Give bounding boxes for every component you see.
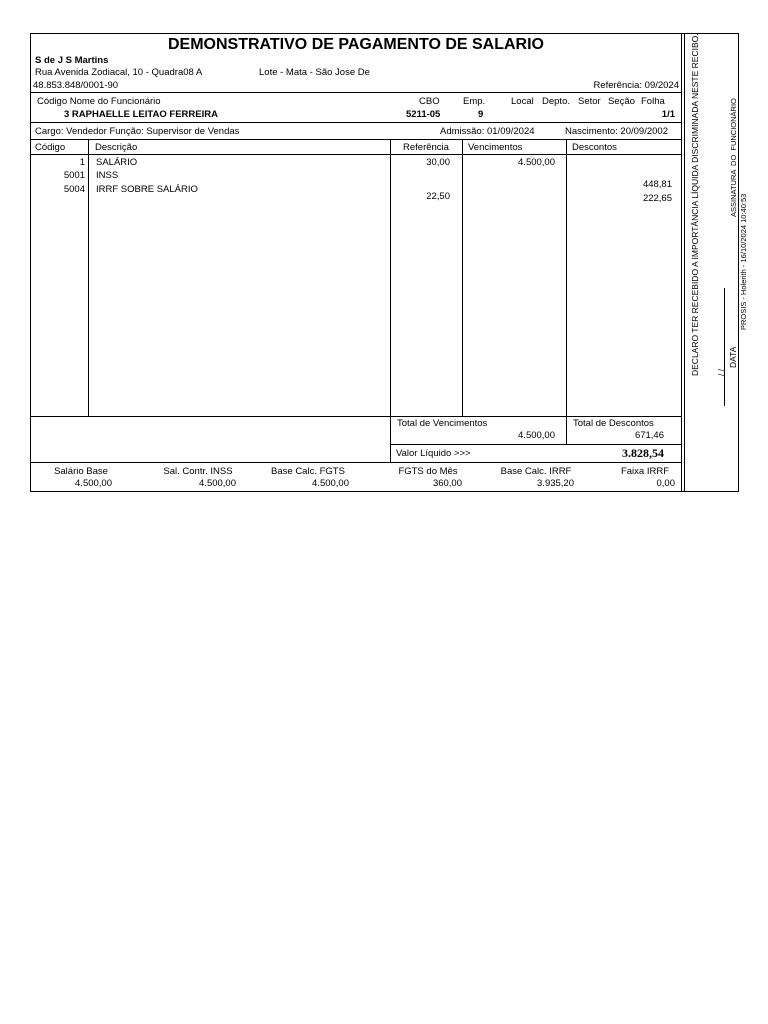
hline-2 [30, 122, 682, 123]
company-address: Rua Avenida Zodiacal, 10 - Quadra08 A [35, 67, 203, 78]
row-3-code: 5004 [63, 184, 85, 195]
total-descontos-label: Total de Descontos [573, 418, 654, 429]
hline-3 [30, 139, 682, 140]
total-vencimentos-label: Total de Vencimentos [397, 418, 488, 429]
row-2-code: 5001 [63, 170, 85, 181]
row-3-reference: 22,50 [426, 191, 450, 202]
footer-value-sal-contr-inss: 4.500,00 [199, 478, 236, 489]
label-depto: Depto. [542, 96, 570, 107]
footer-label-base-calc-fgts: Base Calc. FGTS [271, 466, 345, 477]
label-setor: Setor [578, 96, 601, 107]
vline-vencimentos [566, 139, 567, 445]
footer-value-faixa-irrf: 0,00 [656, 478, 675, 489]
footer-label-faixa-irrf: Faixa IRRF [620, 466, 670, 477]
row-1-description: SALÁRIO [96, 157, 138, 168]
row-2-description: INSS [96, 170, 119, 181]
frame-left [30, 33, 31, 492]
col-header-codigo: Código [35, 142, 66, 153]
company-cnpj: 48.853.848/0001-90 [33, 80, 119, 91]
total-descontos-value: 671,46 [634, 430, 664, 441]
row-1-code: 1 [79, 157, 85, 168]
frame-bottom [30, 491, 739, 492]
hline-4 [30, 154, 682, 155]
label-cbo: CBO [419, 96, 440, 107]
receipt-declaration: DECLARO TER RECEBIDO A IMPORTÂNCIA LÍQUIDA DISCRIMINADA NESTE RECIBO. [690, 33, 700, 376]
col-header-descontos: Descontos [572, 142, 617, 153]
vline-codigo [88, 139, 89, 417]
label-local: Local [511, 96, 534, 107]
frame-top [30, 33, 739, 34]
total-vencimentos-value: 4.500,00 [518, 430, 555, 441]
vline-descricao [390, 139, 391, 462]
footer-label-sal-contr-inss: Sal. Contr. INSS [163, 466, 233, 477]
footer-label-salario-base: Salário Base [54, 466, 108, 477]
company-name: S de J S Martins [35, 55, 109, 66]
label-folha: Folha [641, 96, 665, 107]
hline-6 [390, 444, 682, 445]
employee-emp: 9 [478, 109, 484, 120]
employee-folha: 1/1 [661, 109, 675, 120]
row-3-desconto: 222,65 [642, 193, 672, 204]
row-2-desconto: 448,81 [642, 179, 672, 190]
footer-label-base-calc-irrf: Base Calc. IRRF [500, 466, 572, 477]
date-slashes: / / [716, 368, 726, 376]
liquido-value: 3.828,54 [622, 446, 664, 460]
employee-nascimento: Nascimento: 20/09/2002 [565, 126, 668, 137]
footer-value-base-calc-irrf: 3.935,20 [537, 478, 574, 489]
footer-value-base-calc-fgts: 4.500,00 [312, 478, 349, 489]
hline-1 [30, 92, 682, 93]
col-header-descricao: Descrição [95, 142, 138, 153]
vline-referencia [462, 139, 463, 417]
company-address-2: Lote - Mata - São Jose De [259, 67, 370, 78]
system-stamp: PROSIS - Holerith - 16/10/2024 10:40:53 [739, 193, 748, 330]
page-title: DEMONSTRATIVO DE PAGAMENTO DE SALARIO [167, 36, 544, 53]
liquido-label: Valor Líquido >>> [396, 448, 471, 459]
employee-cargo: Cargo: Vendedor Função: Supervisor de Vendas [35, 126, 240, 137]
label-secao: Seção [608, 96, 635, 107]
signature-label: ASSINATURA DO FUNCIONÁRIO [729, 98, 738, 217]
footer-value-fgts-mes: 360,00 [432, 478, 462, 489]
col-header-vencimentos: Vencimentos [468, 142, 523, 153]
date-line [724, 288, 725, 406]
row-1-vencimento: 4.500,00 [518, 157, 555, 168]
row-1-reference: 30,00 [426, 157, 450, 168]
hline-5 [30, 416, 682, 417]
col-header-referencia: Referência [403, 142, 449, 153]
employee-admissao: Admissão: 01/09/2024 [440, 126, 535, 137]
footer-label-fgts-mes: FGTS do Mês [398, 466, 458, 477]
row-3-description: IRRF SOBRE SALÁRIO [96, 184, 198, 195]
separator-b [684, 33, 685, 492]
employee-name: 3 RAPHAELLE LEITAO FERREIRA [64, 109, 218, 120]
employee-cbo: 5211-05 [406, 109, 441, 120]
hline-7 [30, 462, 682, 463]
date-label: DATA [728, 346, 738, 368]
separator-a [681, 33, 682, 492]
reference-period: Referência: 09/2024 [593, 80, 679, 91]
label-code-name: Código Nome do Funcionário [37, 96, 161, 107]
footer-value-salario-base: 4.500,00 [75, 478, 112, 489]
label-emp: Emp. [463, 96, 486, 107]
